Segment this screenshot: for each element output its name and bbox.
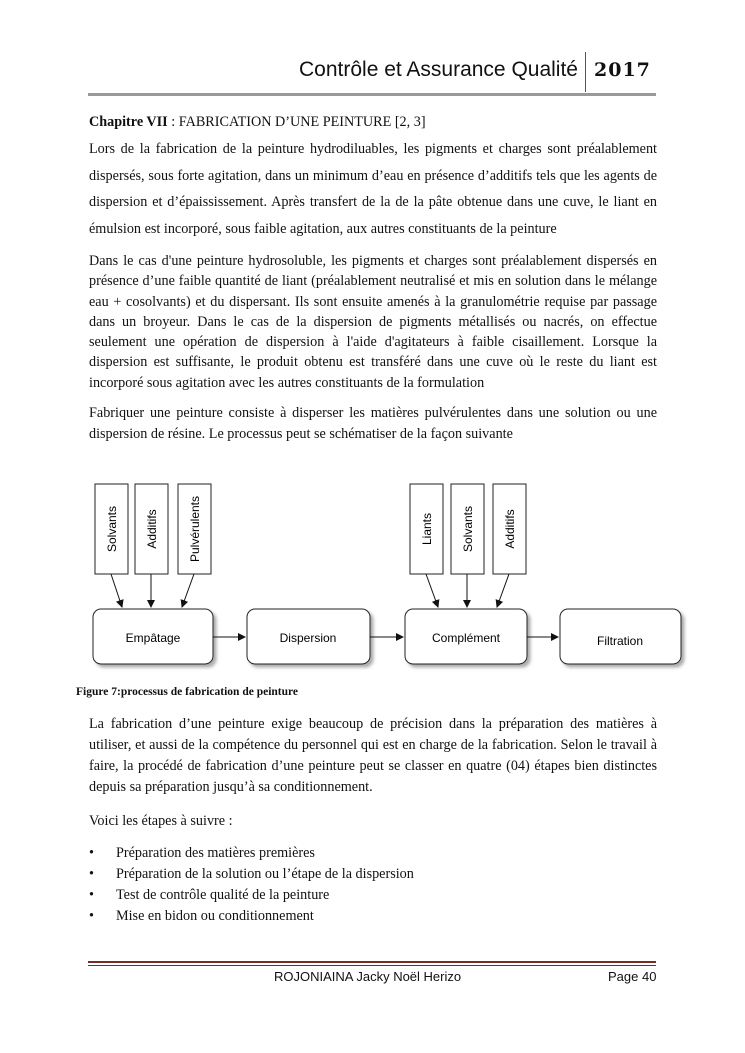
footer-page-number: Page 40	[608, 969, 657, 984]
main-content	[89, 112, 657, 445]
footer-rule-thin	[88, 965, 656, 966]
figure-caption: Figure 7:processus de fabrication de peinture	[76, 686, 299, 698]
bullet-icon: •	[89, 908, 94, 924]
list-item-text: Préparation de la solution ou l’étape de la dispersion	[116, 866, 414, 882]
page-header	[88, 52, 656, 96]
header-separator	[585, 52, 586, 92]
process-diagram	[88, 478, 688, 673]
input-label-liants: Liants	[420, 512, 434, 546]
process-box-complement	[405, 609, 527, 664]
process-label-empatage: Empâtage	[125, 631, 181, 645]
input-box-solvants-right	[451, 484, 484, 574]
list-item-text: Test de contrôle qualité de la peinture	[116, 887, 330, 903]
input-label-solvants-left: Solvants	[105, 505, 119, 553]
list-item-text: Préparation des matières premières	[116, 845, 315, 861]
input-box-pulverulents	[178, 484, 211, 574]
process-label-dispersion: Dispersion	[279, 631, 337, 645]
arrow-solvants-to-empatage	[111, 574, 122, 607]
chapter-separator: :	[167, 114, 179, 130]
list-item	[89, 885, 657, 906]
process-box-filtration	[560, 609, 681, 664]
chapter-title: FABRICATION D’UNE PEINTURE [2, 3]	[178, 114, 426, 130]
footer-author: ROJONIAINA Jacky Noël Herizo	[274, 969, 462, 984]
paragraph-fabrication: La fabrication d’une peinture exige beaucoup de précision dans la préparation des matières à utiliser, et aussi de la compétence du personnel qui est en charge de la fabrication. Selon le travail à faire, la procédé de fabrication d’une peinture peut se classer en quatre (04) étapes bien distinctes depuis sa préparation jusqu’à sa conditionnement.	[89, 716, 657, 795]
input-label-pulverulents: Pulvérulents	[188, 495, 202, 563]
chapter-label: Chapitre VII	[89, 114, 168, 130]
header-rule	[88, 93, 656, 96]
header-title: Contrôle et Assurance Qualité	[299, 58, 578, 81]
bullet-icon: •	[89, 845, 94, 861]
paragraph-process-intro: Fabriquer une peinture consiste à disperser les matières pulvérulentes dans une solution ou une dispersion de résine. Le processus peut se schématiser de la façon suivante	[89, 405, 657, 443]
list-item-text: Mise en bidon ou conditionnement	[116, 908, 314, 924]
arrow-pulverulents-to-empatage	[182, 574, 194, 607]
chapter-heading	[89, 112, 657, 132]
arrow-additifs-to-complement	[497, 574, 509, 607]
list-item	[89, 906, 657, 927]
process-box-dispersion	[247, 609, 370, 664]
header-year: 2017	[594, 59, 651, 81]
steps-list	[89, 843, 657, 927]
paragraph-hydrosoluble: Dans le cas d'une peinture hydrosoluble, les pigments et charges sont préalablement dispersés en présence d’une faible quantité de liant (préalablement neutralisé et mis en solution dans le mélange eau + cosolvants) et du dispersant. Ils sont ensuite amenés à la granulométrie requise par passage dans un broyeur. Dans le cas de la dispersion de pigments métallisés ou nacrés, on effectue seulement une opération de dispersion à l'aide d'agitateurs à faible cisaillement. Lorsque la dispersion est suffisante, le produit obtenu est transféré dans une cuve où le reste du liant est incorporé sous agitation avec les autres constituants de la formulation	[89, 253, 657, 391]
list-item	[89, 864, 657, 885]
paragraph-hydrodiluables: Lors de la fabrication de la peinture hydrodiluables, les pigments et charges sont préalablement dispersés, sous forte agitation, dans un minimum d’eau en présence d’additifs tels que les agents de dispersion et d’épaississement. Après transfert de la de la pâte obtenue dans une cuve, le liant en émulsion est incorporé, sous faible agitation, aux autres constituants de la peinture	[89, 141, 657, 237]
input-label-additifs-right: Additifs	[503, 509, 517, 549]
input-label-additifs-left: Additifs	[145, 509, 159, 549]
bullet-icon: •	[89, 887, 94, 903]
input-box-additifs-right	[493, 484, 526, 574]
input-box-liants	[410, 484, 443, 574]
arrow-liants-to-complement	[426, 574, 438, 607]
input-box-additifs-left	[135, 484, 168, 574]
footer-rule-thick	[88, 961, 656, 963]
list-item	[89, 843, 657, 864]
input-box-solvants-left	[95, 484, 128, 574]
process-box-empatage	[93, 609, 213, 664]
secondary-content	[89, 714, 657, 927]
bullet-icon: •	[89, 866, 94, 882]
process-label-complement: Complément	[431, 631, 501, 645]
input-label-solvants-right: Solvants	[461, 505, 475, 553]
paragraph-steps-intro: Voici les étapes à suivre :	[89, 813, 233, 829]
process-label-filtration: Filtration	[596, 634, 644, 648]
